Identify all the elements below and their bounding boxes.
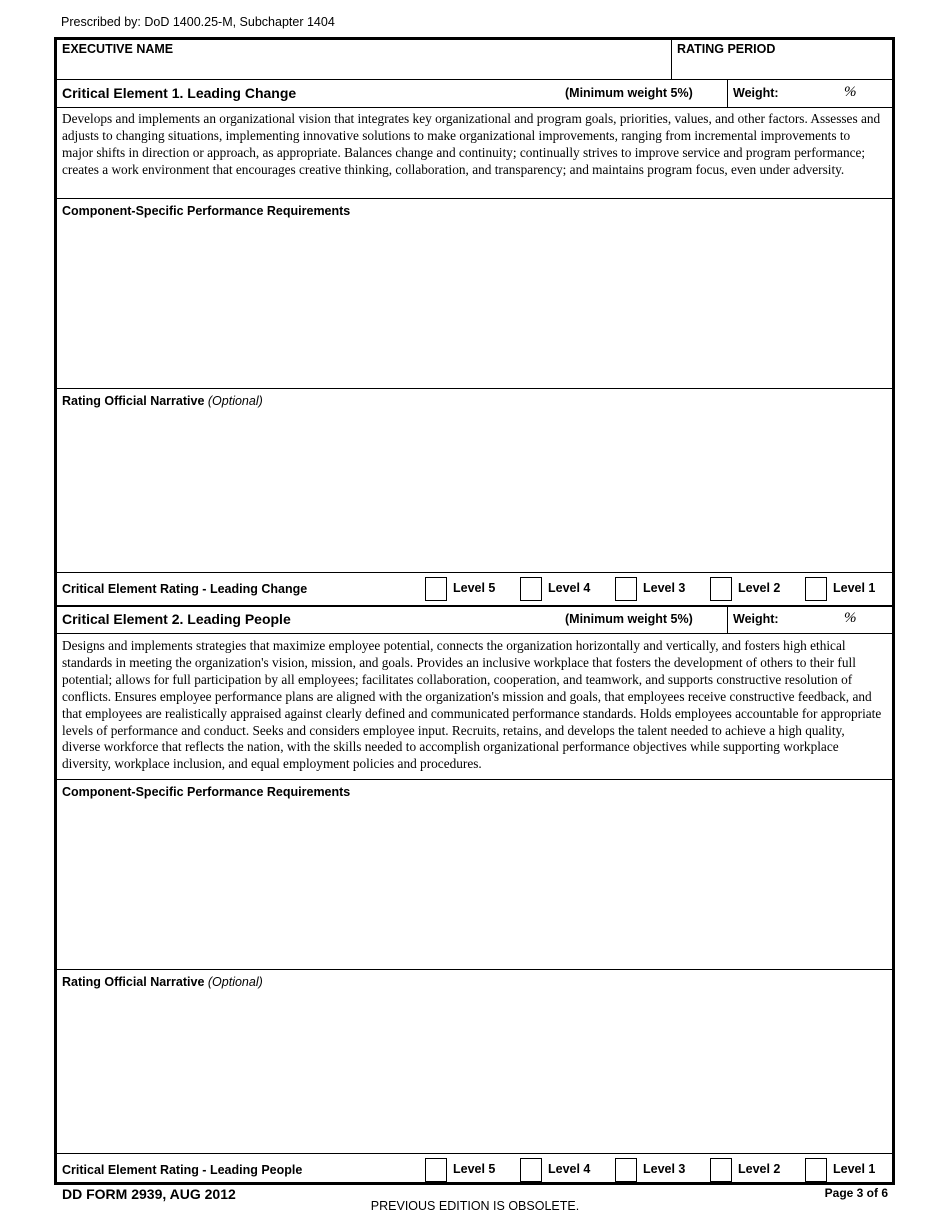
element-1-weight-unit: % [844,84,857,100]
element-1-narrative-label: Rating Official Narrative [62,394,205,408]
header-row [57,40,892,79]
element-2-component-section [57,779,892,969]
element-2-level-3-checkbox[interactable] [615,1158,637,1182]
element-1-description: Develops and implements an organizational vision that integrates key organizational and program goals, priorities, values, and other factors. Assesses and adjusts to changing situations, implementing innovative solutions to make organizational improvements, ranging from incremental improvements to major shifts in direction or approach, as appropriate. Balances change and continuity; continually strives to improve service and program performance; creates a work environment that encourages creative thinking, collaboration, and transparency; and maintains program focus, even under adversity. [62,111,881,177]
element-2-narrative-heading [62,975,263,989]
element-1-weight-label: Weight: [733,86,779,100]
element-1-level-2-label: Level 2 [738,581,781,595]
appraisal-form [54,37,895,1185]
element-2-title-row [57,605,892,633]
element-2-narrative-label: Rating Official Narrative [62,975,205,989]
element-1-rating-row [57,572,892,606]
element-1-level-1-checkbox[interactable] [805,577,827,601]
element-2-description: Designs and implements strategies that maximize employee potential, connects the organization horizontally and vertically, and fosters high ethical standards in meeting the organization's vision, mission, and goals. Provides an inclusive workplace that fosters the development of others to their full potential; allows for full participation by all employees; facilitates collaboration, cooperation, and teamwork, and supports constructive resolution of conflicts. Ensures employee performance plans are aligned with the organization's mission and goals, that employees receive constructive feedback, and that employees are realistically appraised against clearly defined and communicated performance standards. Holds employees accountable for appropriate levels of performance and conduct. Seeks and considers employee input. Recruits, retains, and develops the talent needed to achieve a high quality, diverse workforce that reflects the nation, with the skills needed to accomplish organizational performance objectives while supporting workplace diversity, workplace inclusion, and equal employment policies and procedures. [62,638,882,772]
divider [671,40,672,79]
element-2-rating-row [57,1153,892,1185]
prescribed-by: Prescribed by: DoD 1400.25-M, Subchapter 1404 [61,15,335,29]
element-1-level-4-checkbox[interactable] [520,577,542,601]
element-1-weight-input[interactable] [781,82,841,104]
divider [727,80,728,107]
element-2-component-field[interactable] [58,804,891,967]
executive-name-label: EXECUTIVE NAME [62,42,174,56]
element-1-level-5-checkbox[interactable] [425,577,447,601]
element-2-description-row [57,633,892,779]
element-2-level-4-checkbox[interactable] [520,1158,542,1182]
page-number: Page 3 of 6 [824,1186,888,1200]
element-2-weight-label: Weight: [733,612,779,626]
element-2-level-3-label: Level 3 [643,1162,686,1176]
element-1-level-2-checkbox[interactable] [710,577,732,601]
element-1-narrative-heading [62,394,263,408]
element-2-title: Critical Element 2. Leading People [62,611,291,627]
element-1-level-3-checkbox[interactable] [615,577,637,601]
element-1-description-row [57,107,892,198]
element-2-level-2-label: Level 2 [738,1162,781,1176]
form-id: DD FORM 2939, AUG 2012 [62,1186,236,1202]
rating-period-label: RATING PERIOD [677,42,776,56]
element-2-level-4-label: Level 4 [548,1162,591,1176]
element-2-level-5-checkbox[interactable] [425,1158,447,1182]
element-1-component-section [57,198,892,388]
element-1-component-label: Component-Specific Performance Requirements [62,204,351,218]
element-2-level-1-label: Level 1 [833,1162,876,1176]
element-2-weight-input[interactable] [781,609,841,631]
executive-name-field[interactable] [57,58,669,77]
element-1-narrative-section [57,388,892,572]
element-1-rating-label: Critical Element Rating - Leading Change [62,582,308,596]
element-1-level-3-label: Level 3 [643,581,686,595]
element-1-title-row [57,79,892,107]
element-2-component-label: Component-Specific Performance Requirements [62,785,351,799]
element-2-narrative-optional: (Optional) [207,975,263,989]
divider [727,607,728,633]
element-2-level-1-checkbox[interactable] [805,1158,827,1182]
element-1-title: Critical Element 1. Leading Change [62,85,297,101]
element-2-level-2-checkbox[interactable] [710,1158,732,1182]
element-1-min-weight: (Minimum weight 5%) [565,86,693,100]
element-2-level-5-label: Level 5 [453,1162,496,1176]
element-1-level-4-label: Level 4 [548,581,591,595]
element-2-weight-unit: % [844,610,857,626]
element-2-min-weight: (Minimum weight 5%) [565,612,693,626]
element-1-level-5-label: Level 5 [453,581,496,595]
element-2-narrative-field[interactable] [58,994,891,1151]
element-1-level-1-label: Level 1 [833,581,876,595]
element-2-narrative-section [57,969,892,1153]
obsolete-notice: PREVIOUS EDITION IS OBSOLETE. [370,1199,580,1213]
element-1-narrative-optional: (Optional) [207,394,263,408]
element-1-narrative-field[interactable] [58,413,891,570]
element-1-component-field[interactable] [58,223,891,386]
element-2-rating-label: Critical Element Rating - Leading People [62,1163,303,1177]
rating-period-field[interactable] [673,58,891,77]
